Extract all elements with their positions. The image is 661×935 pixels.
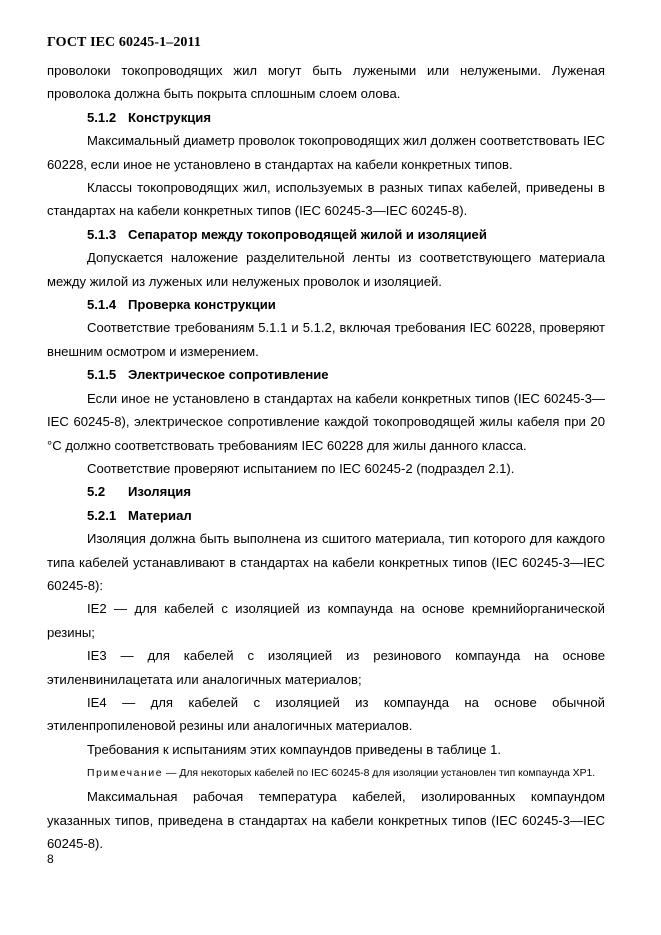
paragraph: Требования к испытаниям этих компаундов приведены в таблице 1.	[87, 741, 502, 757]
document-header: ГОСТ IEC 60245-1–2011	[47, 35, 201, 50]
paragraph: IE3 — для кабелей с изоляцией из резинового компаунда на основе этиленвинилацетата или аналогичных материалов;	[47, 648, 605, 687]
section-number: 5.1.2	[87, 109, 117, 125]
section-heading	[47, 293, 605, 316]
paragraph: Допускается наложение разделительной ленты из соответствующего материала между жилой из луженых или нелуженых проволок и изоляцией.	[47, 250, 605, 289]
section-heading	[47, 363, 605, 386]
paragraph: Соответствие требованиям 5.1.1 и 5.1.2, включая требования IEC 60228, проверяют внешним осмотром и измерением.	[47, 320, 605, 359]
note	[47, 761, 605, 785]
section-title: Конструкция	[128, 109, 211, 125]
paragraph: Максимальный диаметр проволок токопроводящих жил должен соответствовать IEC 60228, если иное не установлено в стандартах на кабели конкретных типов.	[47, 133, 605, 172]
paragraph: Максимальная рабочая температура кабелей, изолированных компаундом указанных типов, приведена в стандартах на кабели конкретных типов (IEC 60245-3—IEC 60245-8).	[47, 789, 605, 851]
page-number: 8	[47, 852, 54, 866]
document-body	[47, 59, 605, 855]
note-label: Примечание	[87, 768, 164, 780]
paragraph: Если иное не установлено в стандартах на кабели конкретных типов (IEC 60245-3— IEC 60245-8), электрическое сопротивление каждой токопроводящей жилы кабеля при 20 °С должно соответствовать требованиям IEC 60228 для жилы данного класса.	[47, 390, 605, 453]
paragraph: Соответствие проверяют испытанием по IEC 60245-2 (подраздел 2.1).	[87, 460, 515, 476]
section-title: Изоляция	[128, 484, 191, 500]
section-title: Сепаратор между токопроводящей жилой и изоляцией	[128, 226, 487, 242]
paragraph: IE4 — для кабелей с изоляцией из компаунда на основе обычной этиленпропиленовой резины или аналогичных материалов.	[47, 694, 605, 734]
section-number: 5.1.5	[87, 367, 117, 383]
section-number: 5.1.3	[87, 226, 117, 242]
section-number: 5.2	[87, 484, 106, 500]
section-title: Материал	[128, 507, 192, 523]
note-text: — Для некоторых кабелей по IEC 60245-8 для изоляции установлен тип компаунда ХР1.	[163, 768, 596, 780]
paragraph: Изоляция должна быть выполнена из сшитого материала, тип которого для каждого типа кабелей устанавливают в стандартах на кабели конкретных типов (IEC 60245-3—IEC 60245-8):	[47, 531, 605, 593]
paragraph: проволоки токопроводящих жил могут быть лужеными или нелужеными. Луженая проволока должна быть покрыта сплошным слоем олова.	[47, 63, 605, 102]
paragraph: IE2 — для кабелей с изоляцией из компаунда на основе кремнийорганической резины;	[47, 601, 605, 640]
section-title: Электрическое сопротивление	[128, 367, 329, 383]
section-heading	[47, 106, 605, 129]
section-title: Проверка конструкции	[128, 297, 276, 313]
section-heading	[47, 504, 605, 527]
section-heading	[47, 223, 605, 246]
paragraph: Классы токопроводящих жил, используемых в разных типах кабелей, приведены в стандартах на кабели конкретных типов (IEC 60245-3—IEC 60245-8).	[47, 180, 605, 219]
section-heading	[47, 480, 605, 503]
section-number: 5.1.4	[87, 297, 117, 313]
section-number: 5.2.1	[87, 507, 117, 523]
